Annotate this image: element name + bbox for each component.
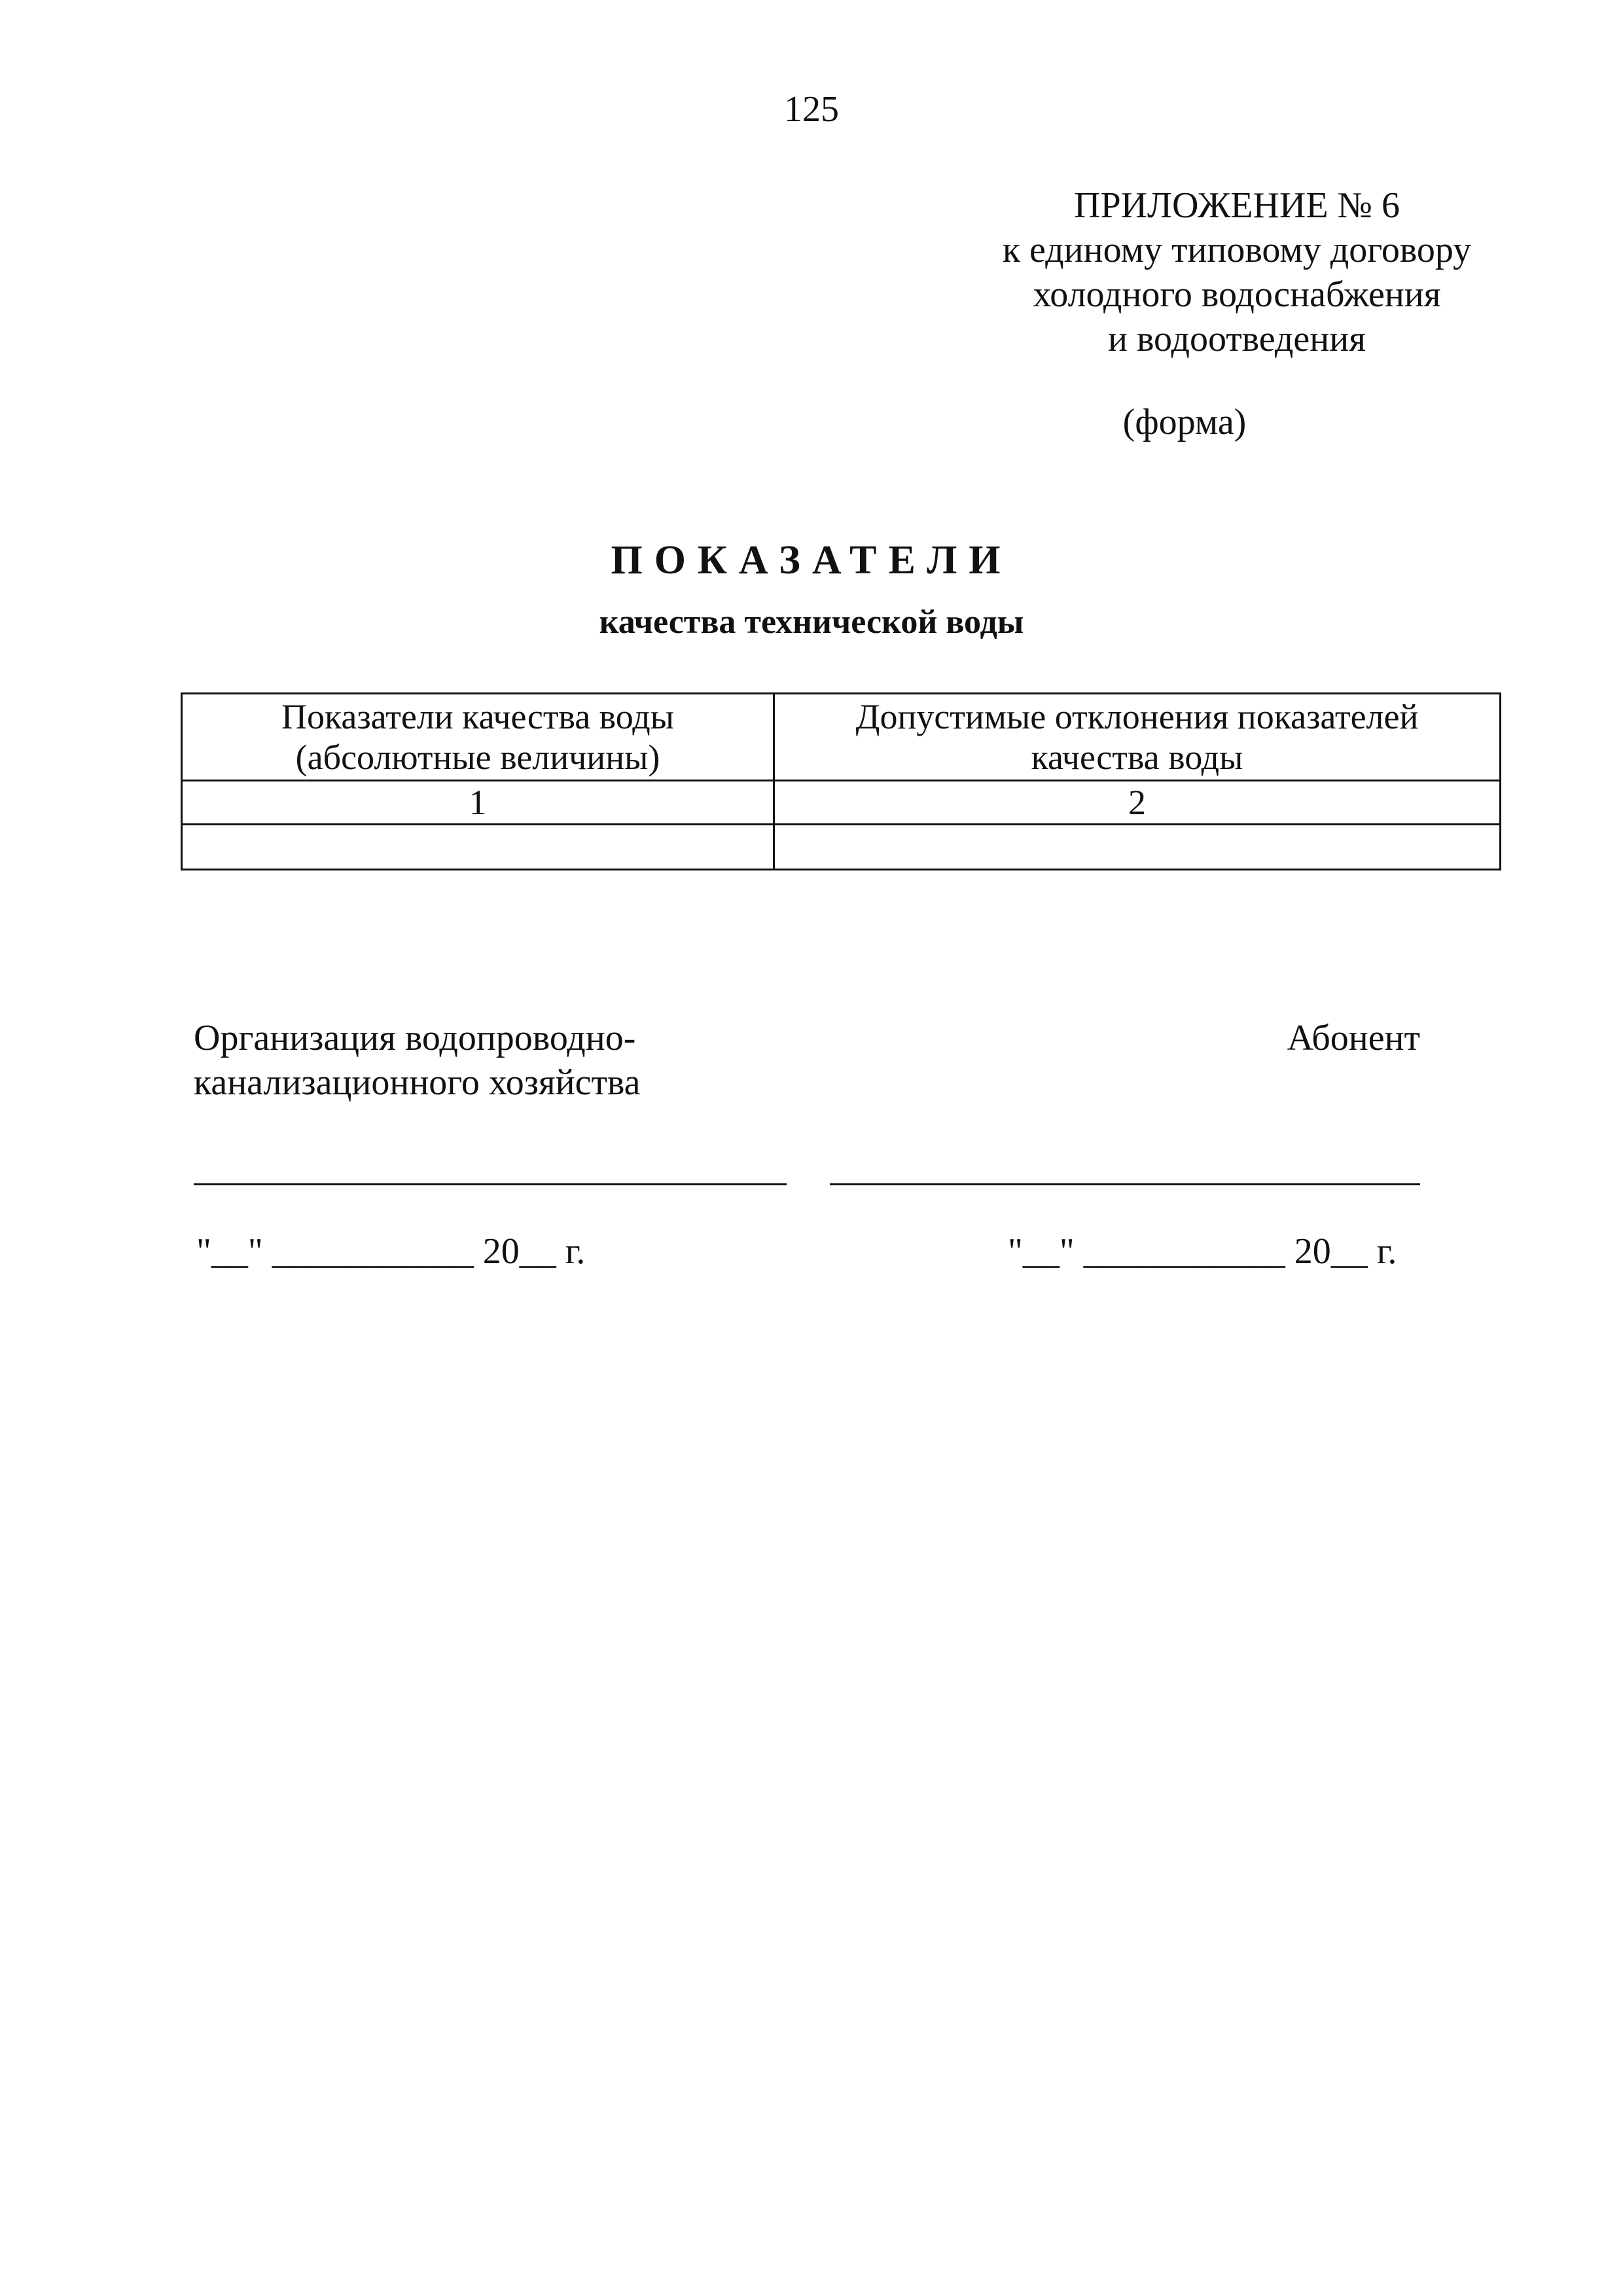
right-date-placeholder: "__" ___________ 20__ г. [1008,1231,1397,1272]
table-header-row [182,694,1501,781]
header-text-line: качества воды [1031,738,1243,777]
appendix-line: и водоотведения [1108,319,1366,359]
table-row [182,825,1501,870]
column-number-cell: 2 [774,781,1501,825]
table-cell [182,825,774,870]
document-title: ПОКАЗАТЕЛИ [611,538,1012,583]
page-number: 125 [784,89,839,130]
header-text-line: (абсолютные величины) [295,738,660,777]
left-party-line: Организация водопроводно- [194,1018,636,1058]
table-header-cell [774,694,1501,781]
appendix-header [877,183,1597,361]
table-cell [774,825,1501,870]
form-label: (форма) [1122,402,1247,442]
header-text-line: Показатели качества воды [281,697,675,736]
left-party-label [194,1016,848,1105]
table-header-cell [182,694,774,781]
left-date-placeholder: "__" ___________ 20__ г. [196,1231,586,1272]
appendix-line: холодного водоснабжения [1033,274,1441,315]
document-subtitle: качества технической воды [599,603,1024,641]
header-text-line: Допустимые отклонения показателей [855,697,1419,736]
column-number-row [182,781,1501,825]
right-party-label: Абонент [1287,1018,1420,1058]
left-party-line: канализационного хозяйства [194,1062,641,1103]
left-signature-line [194,1183,787,1185]
column-number-cell: 1 [182,781,774,825]
appendix-line: к единому типовому договору [1002,230,1472,270]
appendix-title: ПРИЛОЖЕНИЕ № 6 [1074,185,1400,226]
right-signature-line [830,1183,1420,1185]
quality-table [181,692,1501,870]
